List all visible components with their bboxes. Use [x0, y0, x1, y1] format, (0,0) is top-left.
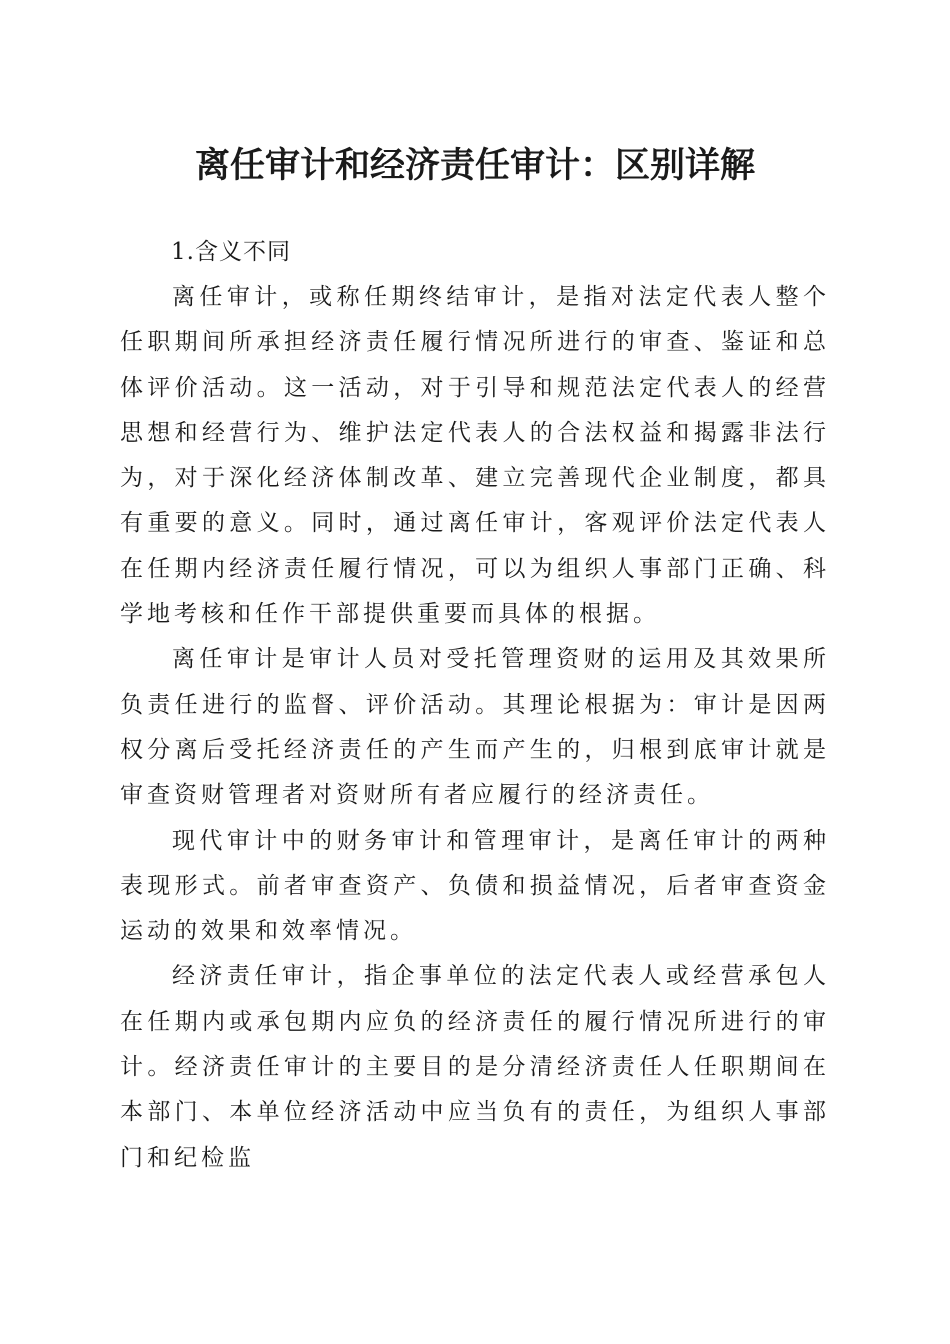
document-title: 离任审计和经济责任审计：区别详解: [194, 145, 755, 186]
paragraph-4: 经济责任审计，指企事单位的法定代表人或经营承包人在任期内或承包期内应负的经济责任的履行情况所进行的审计。经济责任审计的主要目的是分清经济责任人任职期间在本部门、本单位经济活动中应当负有的责任，为组织人事部门和纪检监: [120, 963, 830, 1171]
document-body: [120, 230, 830, 1181]
paragraph-3: 现代审计中的财务审计和管理审计，是离任审计的两种表现形式。前者审查资产、负债和损益情况，后者审查资金运动的效果和效率情况。: [120, 827, 830, 945]
paragraph-2: 离任审计是审计人员对受托管理资财的运用及其效果所负责任进行的监督、评价活动。其理论根据为：审计是因两权分离后受托经济责任的产生而产生的，归根到底审计就是审查资财管理者对资财所有者应履行的经济责任。: [120, 646, 830, 809]
paragraph-1: 离任审计，或称任期终结审计，是指对法定代表人整个任职期间所承担经济责任履行情况所进行的审查、鉴证和总体评价活动。这一活动，对于引导和规范法定代表人的经营思想和经营行为、维护法定代表人的合法权益和揭露非法行为，对于深化经济体制改革、建立完善现代企业制度，都具有重要的意义。同时，通过离任审计，客观评价法定代表人在任期内经济责任履行情况，可以为组织人事部门正确、科学地考核和任作干部提供重要而具体的根据。: [120, 284, 830, 628]
section-heading: 1.含义不同: [171, 239, 291, 265]
